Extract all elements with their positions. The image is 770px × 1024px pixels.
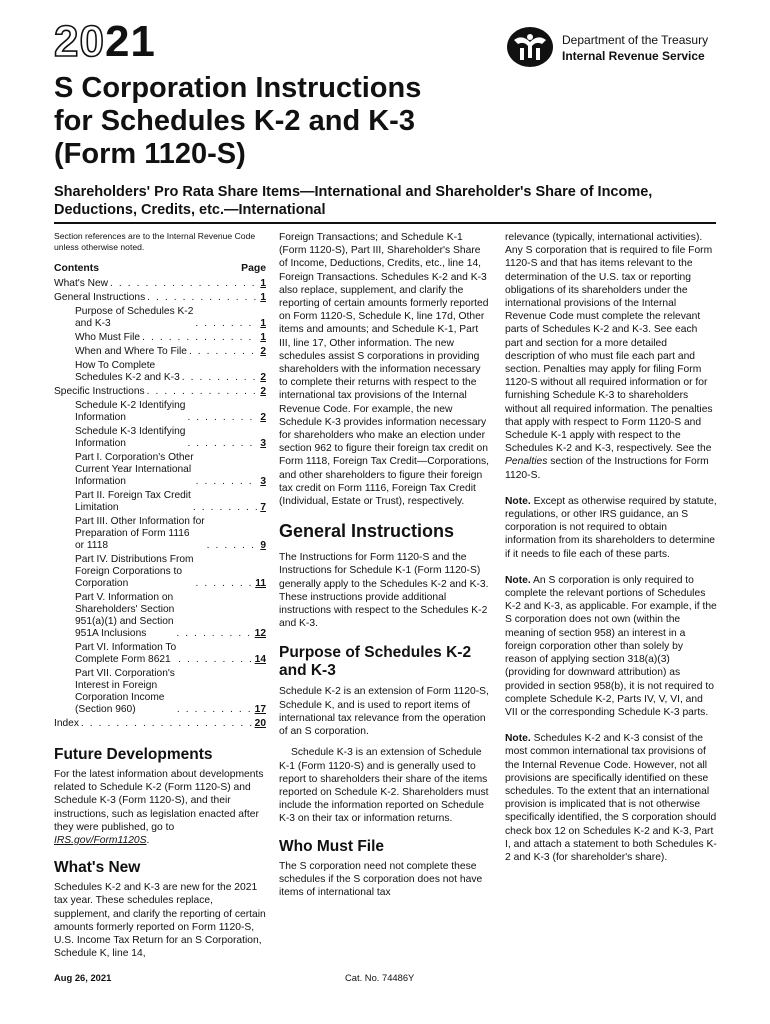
contents-page-label: Page: [241, 263, 266, 274]
toc-entry-title: Schedule K-3 Identifying Information: [75, 426, 186, 449]
year-solid-digits: 21: [104, 17, 156, 66]
toc-entry-title: Purpose of Schedules K-2 and K-3: [75, 306, 194, 329]
toc-page-number[interactable]: 1: [260, 292, 266, 303]
toc-entry-title: Part I. Corporation's Other Current Year International Information: [75, 452, 194, 487]
document-subtitle: Shareholders' Pro Rata Share Items—International and Shareholder's Share of Income, Deductions, Credits, etc.—International: [54, 184, 653, 218]
toc-page-number[interactable]: 2: [260, 346, 266, 357]
toc-entry-title: How To Complete Schedules K-2 and K-3: [75, 360, 180, 383]
toc-entry-title: Who Must File: [75, 332, 141, 343]
toc-page-number[interactable]: 3: [260, 476, 266, 487]
year-outline-digits: 20: [54, 17, 105, 66]
future-developments-heading: Future Developments: [54, 746, 213, 763]
toc-entry[interactable]: [54, 642, 266, 666]
general-instructions-heading: General Instructions: [279, 521, 455, 542]
toc-page-number[interactable]: 2: [260, 386, 266, 397]
toc-page-number[interactable]: 17: [254, 704, 266, 715]
toc-entry[interactable]: [54, 668, 266, 716]
whats-new-heading: What's New: [54, 859, 141, 877]
title-line-3: (Form 1120-S): [54, 138, 246, 170]
irs-form-1120s-link[interactable]: IRS.gov/Form1120S: [54, 835, 147, 847]
toc-page-number[interactable]: 12: [254, 628, 266, 639]
note-1-label: Note.: [505, 495, 531, 507]
toc-entry[interactable]: [54, 592, 266, 640]
note-1: [505, 495, 717, 561]
footer-catalog-number: Cat. No. 74486Y: [345, 972, 415, 983]
right-column: [505, 231, 717, 864]
future-developments-end: .: [146, 835, 150, 847]
title-line-1: S Corporation Instructions: [54, 72, 422, 104]
toc-leader-dots: [196, 476, 259, 488]
header-divider: [54, 222, 716, 224]
purpose-text-1: Schedule K-2 is an extension of Form 1120-S, Schedule K, and is used to report items of international tax relevance from the operation of an S corporation.: [279, 686, 489, 738]
toc-entry-title: Specific Instructions: [54, 386, 145, 397]
agency-irs: Internal Revenue Service: [562, 49, 705, 63]
toc-page-number[interactable]: 2: [260, 412, 266, 423]
toc-entry[interactable]: [54, 360, 266, 384]
general-instructions-text: The Instructions for Form 1120-S and the Instructions for Schedule K-1 (Form 1120-S) generally apply to the Schedules K-2 and K-3. These instructions provide additional instructions with respect to the Schedules K-2 and K-3.: [279, 552, 489, 630]
toc-page-number[interactable]: 3: [260, 438, 266, 449]
toc-leader-dots: [195, 318, 258, 330]
toc-leader-dots: [187, 438, 258, 450]
table-of-contents: [54, 278, 266, 730]
toc-entry[interactable]: [54, 346, 266, 358]
toc-leader-dots: [178, 654, 252, 666]
agency-department: Department of the Treasury: [562, 33, 709, 47]
toc-leader-dots: [187, 412, 258, 424]
purpose-text-2: Schedule K-3 is an extension of Schedule K-1 (Form 1120-S) and is generally used to report to shareholders their share of the items reported on Schedule K-2. Shareholders must include the information reported on Schedule K-3 on their tax or information returns.: [279, 747, 489, 825]
note-3-text: Schedules K-2 and K-3 consist of the most common international tax provisions of the Internal Revenue Code. However, not all provisions are specifically identified on these schedules. To the extent that an international provision is implicated that is not otherwise specifically identified, the S corporation should check box 12 on Schedules K-2 and K-3, Part I, and attach a statement to both Schedules K-2 and K-3 (for shareholder's share).: [505, 733, 717, 863]
col2-paragraph-1: Foreign Transactions; and Schedule K-1 (Form 1120-S), Part III, Shareholder's Share of Income, Deductions, Credits, etc., line 14, Foreign Transactions. Schedules K-2 and K-3 also replace, supplement, and clarify the reporting of certain amounts formerly reported on Form 1120-S, Schedule K, line 17d, Other items and amounts; and Schedule K-1, Part III, line 17, Other information. The new schedules assist S corporations in providing shareholders with the information necessary to complete their returns with respect to the international tax provisions of the Internal Revenue Code. For example, the new Schedule K-3 provides information necessary for shareholders who make an election under section 962 to figure their foreign tax credit on Form 1118, Foreign Tax Credit—Corporations, and other shareholders to figure their foreign tax credit on Form 1116, Foreign Tax Credit (Individual, Estate or Trust), respectively.: [279, 232, 490, 508]
toc-entry-title: Part VI. Information To Complete Form 8621: [75, 642, 177, 665]
agency-block: [506, 26, 708, 68]
toc-leader-dots: [196, 578, 254, 590]
toc-entry[interactable]: [54, 452, 266, 488]
toc-leader-dots: [81, 718, 253, 730]
toc-leader-dots: [182, 372, 259, 384]
toc-leader-dots: [189, 346, 258, 358]
toc-page-number[interactable]: 7: [260, 502, 266, 513]
col3-paragraph-1: [505, 231, 717, 482]
toc-entry-title: Part IV. Distributions From Foreign Corporations to Corporation: [75, 554, 194, 589]
toc-page-number[interactable]: 1: [260, 278, 266, 289]
toc-leader-dots: [110, 278, 258, 290]
toc-page-number[interactable]: 1: [260, 318, 266, 329]
note-1-text: Except as otherwise required by statute, regulations, or other IRS guidance, an S corporation is not required to obtain information from its shareholders to determine if it needs to file each of these parts.: [505, 495, 717, 560]
footer-date: Aug 26, 2021: [54, 972, 112, 983]
future-developments-body: For the latest information about developments related to Schedule K-2 (Form 1120-S) and Schedule K-3 (Form 1120-S), and their instructions, such as legislation enacted after they were published, go to: [54, 769, 264, 833]
toc-entry-title: General Instructions: [54, 292, 146, 303]
col3-paragraph-1-body: relevance (typically, international activities). Any S corporation that is required to file Form 1120-S and that has items relevant to the determination of the U.S. tax or reporting obligations of its shareholders under the international provisions of the Internal Revenue Code must complete the relevant parts of Schedules K-2 and K-3. See each part and section for a more detailed description of who must file each part and section. Penalties may apply for filing Form 1120-S without all required information or for furnishing Schedule K-3 to shareholders without all required information. The penalties that apply with respect to Form 1120-S and Schedule K-1 apply with respect to the Schedules K-2 and K-3, respectively. See the: [505, 232, 713, 455]
toc-entry[interactable]: [54, 554, 266, 590]
future-developments-text: [54, 768, 266, 847]
toc-page-number[interactable]: 2: [260, 372, 266, 383]
toc-entry-title: Index: [54, 718, 79, 729]
toc-entry[interactable]: [54, 332, 266, 344]
penalties-reference: Penalties: [505, 456, 548, 468]
toc-entry[interactable]: [54, 278, 266, 290]
note-3: [505, 732, 717, 864]
toc-leader-dots: [176, 628, 252, 640]
toc-entry-title: When and Where To File: [75, 346, 187, 357]
note-2: [505, 574, 717, 719]
irs-eagle-logo-icon: [506, 26, 554, 68]
who-must-file-text: The S corporation need not complete these schedules if the S corporation does not have items of international tax: [279, 860, 483, 898]
toc-leader-dots: [147, 292, 258, 304]
contents-heading: Contents: [54, 263, 100, 274]
toc-entry[interactable]: [54, 306, 266, 330]
col3-paragraph-1-end: section of the Instructions for Form 1120-S.: [505, 456, 709, 481]
note-2-label: Note.: [505, 574, 531, 586]
toc-entry[interactable]: [54, 718, 266, 730]
title-line-2: for Schedules K-2 and K-3: [54, 105, 415, 137]
toc-entry-title: Part V. Information on Shareholders' Section 951(a)(1) and Section 951A Inclusions: [75, 592, 175, 639]
toc-page-number[interactable]: 11: [255, 578, 266, 589]
note-3-label: Note.: [505, 733, 531, 745]
toc-leader-dots: [147, 386, 259, 398]
toc-leader-dots: [177, 704, 253, 716]
note-2-text: An S corporation is only required to complete the relevant portions of Schedules K-2 and K-3, as applicable. For example, if the S corporation does not own (within the meaning of section 958) an interest in a foreign corporation other than solely by reason of applying section 318(a)(3) (providing for downward attribution) as provided in section 958(b), it is not required to complete Schedule K-2, Parts IV, V, VI, and VII or the corresponding Schedule K-3 parts.: [505, 574, 717, 718]
toc-leader-dots: [142, 332, 258, 344]
toc-entry[interactable]: [54, 386, 266, 398]
whats-new-text: Schedules K-2 and K-3 are new for the 2021 tax year. These schedules replace, supplement, and clarify the reporting of certain amounts formerly reported on Form 1120-S, U.S. Income Tax Return for an S Corporation, Schedule K, line 14,: [54, 882, 266, 960]
toc-entry-title: Part VII. Corporation's Interest in Foreign Corporation Income (Section 960): [75, 668, 175, 715]
form-year: [54, 17, 156, 66]
section-references-note: Section references are to the Internal Revenue Code unless otherwise noted.: [54, 231, 256, 252]
toc-leader-dots: [193, 502, 258, 514]
toc-entry-title: Schedule K-2 Identifying Information: [75, 400, 186, 423]
left-column: [54, 231, 266, 960]
contents-header: [54, 263, 266, 274]
toc-leader-dots: [207, 540, 259, 552]
toc-entry-title: Part II. Foreign Tax Credit Limitation: [75, 490, 191, 513]
toc-entry-title: What's New: [54, 278, 109, 289]
toc-page-number[interactable]: 20: [254, 718, 266, 729]
purpose-heading: Purpose of Schedules K-2 and K-3: [279, 644, 472, 680]
toc-entry[interactable]: [54, 292, 266, 304]
toc-entry[interactable]: [54, 426, 266, 450]
toc-page-number[interactable]: 1: [260, 332, 266, 343]
toc-entry[interactable]: [54, 400, 266, 424]
toc-entry[interactable]: [54, 516, 266, 552]
who-must-file-heading: Who Must File: [279, 837, 385, 855]
document-title: [54, 72, 514, 171]
toc-page-number[interactable]: 9: [260, 540, 266, 551]
toc-page-number[interactable]: 14: [254, 654, 266, 665]
toc-entry-title: Part III. Other Information for Preparation of Form 1116 or 1118: [75, 516, 205, 551]
middle-column: [279, 231, 491, 899]
toc-entry[interactable]: [54, 490, 266, 514]
